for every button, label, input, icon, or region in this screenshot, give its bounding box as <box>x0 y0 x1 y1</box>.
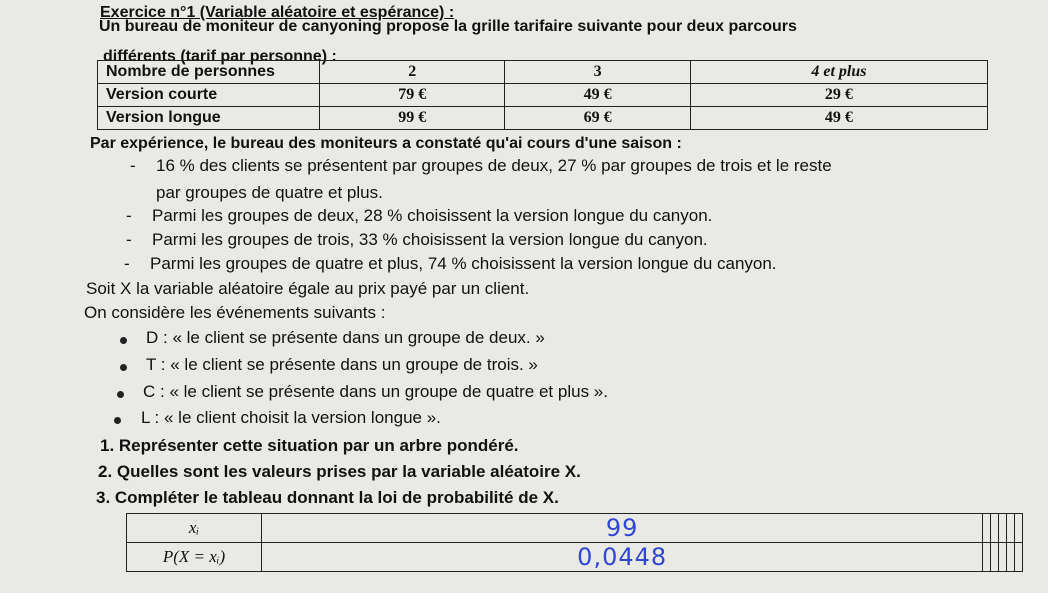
cell: 2 <box>320 61 505 84</box>
empty-cell[interactable] <box>1007 514 1015 543</box>
dash-marker: - <box>126 230 132 249</box>
tarif-table <box>97 60 988 130</box>
xi-label: xᵢ <box>127 514 262 543</box>
fact-item <box>124 254 777 274</box>
table-row <box>127 514 1023 543</box>
fact-text: Parmi les groupes de quatre et plus, 74 % choisissent la version longue du canyon. <box>150 254 777 273</box>
row-label: Version courte <box>98 84 320 107</box>
fact-item <box>126 230 708 250</box>
fact-text: Parmi les groupes de trois, 33 % choisissent la version longue du canyon. <box>152 230 708 249</box>
cell: 29 € <box>690 84 987 107</box>
table-row <box>127 543 1023 572</box>
fact-text: 16 % des clients se présentent par groupes de deux, 27 % par groupes de trois et le reste <box>156 156 832 175</box>
question-2: 2. Quelles sont les valeurs prises par la variable aléatoire X. <box>98 462 581 481</box>
empty-cell[interactable] <box>1007 543 1015 572</box>
event-item: L : « le client choisit la version longue ». <box>141 408 441 427</box>
exercise-title: Exercice n°1 (Variable aléatoire et espérance) : <box>100 4 455 21</box>
row-label: Nombre de personnes <box>98 61 320 84</box>
experience-text: Par expérience, le bureau des moniteurs a constaté qu'ai cours d'une saison : <box>90 135 682 152</box>
probability-label: P(X = xᵢ) <box>127 543 262 572</box>
row-label: Version longue <box>98 107 320 130</box>
bullet-marker <box>120 337 127 344</box>
fact-continuation: par groupes de quatre et plus. <box>156 183 383 202</box>
event-item: C : « le client se présente dans un groupe de quatre et plus ». <box>143 382 608 401</box>
intro-line-1: Un bureau de moniteur de canyoning propose la grille tarifaire suivante pour deux parcours <box>99 18 797 35</box>
event-item: D : « le client se présente dans un groupe de deux. » <box>146 328 545 347</box>
probability-table <box>126 513 1023 572</box>
cell: 4 et plus <box>690 61 987 84</box>
intro-line-2: différents (tarif par personne) : <box>103 48 337 65</box>
table-row <box>98 84 988 107</box>
fact-text: Parmi les groupes de deux, 28 % choisissent la version longue du canyon. <box>152 206 713 225</box>
empty-cell[interactable] <box>1015 514 1023 543</box>
question-1: 1. Représenter cette situation par un arbre pondéré. <box>100 436 519 455</box>
cell: 3 <box>505 61 690 84</box>
bullet-marker <box>117 391 124 398</box>
cell: 79 € <box>320 84 505 107</box>
handwritten-answer[interactable]: 99 <box>262 514 983 543</box>
cell: 49 € <box>505 84 690 107</box>
empty-cell[interactable] <box>999 543 1007 572</box>
empty-cell[interactable] <box>983 543 991 572</box>
question-3: 3. Compléter le tableau donnant la loi de probabilité de X. <box>96 488 559 507</box>
fact-item <box>126 206 713 226</box>
fact-item <box>130 156 832 176</box>
event-item: T : « le client se présente dans un groupe de trois. » <box>146 355 538 374</box>
dash-marker: - <box>126 206 132 225</box>
bullet-marker <box>114 417 121 424</box>
cell: 99 € <box>320 107 505 130</box>
handwritten-answer[interactable]: 0,0448 <box>262 543 983 572</box>
empty-cell[interactable] <box>1015 543 1023 572</box>
table-row <box>98 107 988 130</box>
events-intro: On considère les événements suivants : <box>84 303 386 322</box>
cell: 49 € <box>690 107 987 130</box>
empty-cell[interactable] <box>991 514 999 543</box>
empty-cell[interactable] <box>983 514 991 543</box>
variable-definition: Soit X la variable aléatoire égale au prix payé par un client. <box>86 279 530 298</box>
table-row <box>98 61 988 84</box>
bullet-marker <box>120 364 127 371</box>
dash-marker: - <box>124 254 130 273</box>
empty-cell[interactable] <box>991 543 999 572</box>
cell: 69 € <box>505 107 690 130</box>
dash-marker: - <box>130 156 136 175</box>
empty-cell[interactable] <box>999 514 1007 543</box>
